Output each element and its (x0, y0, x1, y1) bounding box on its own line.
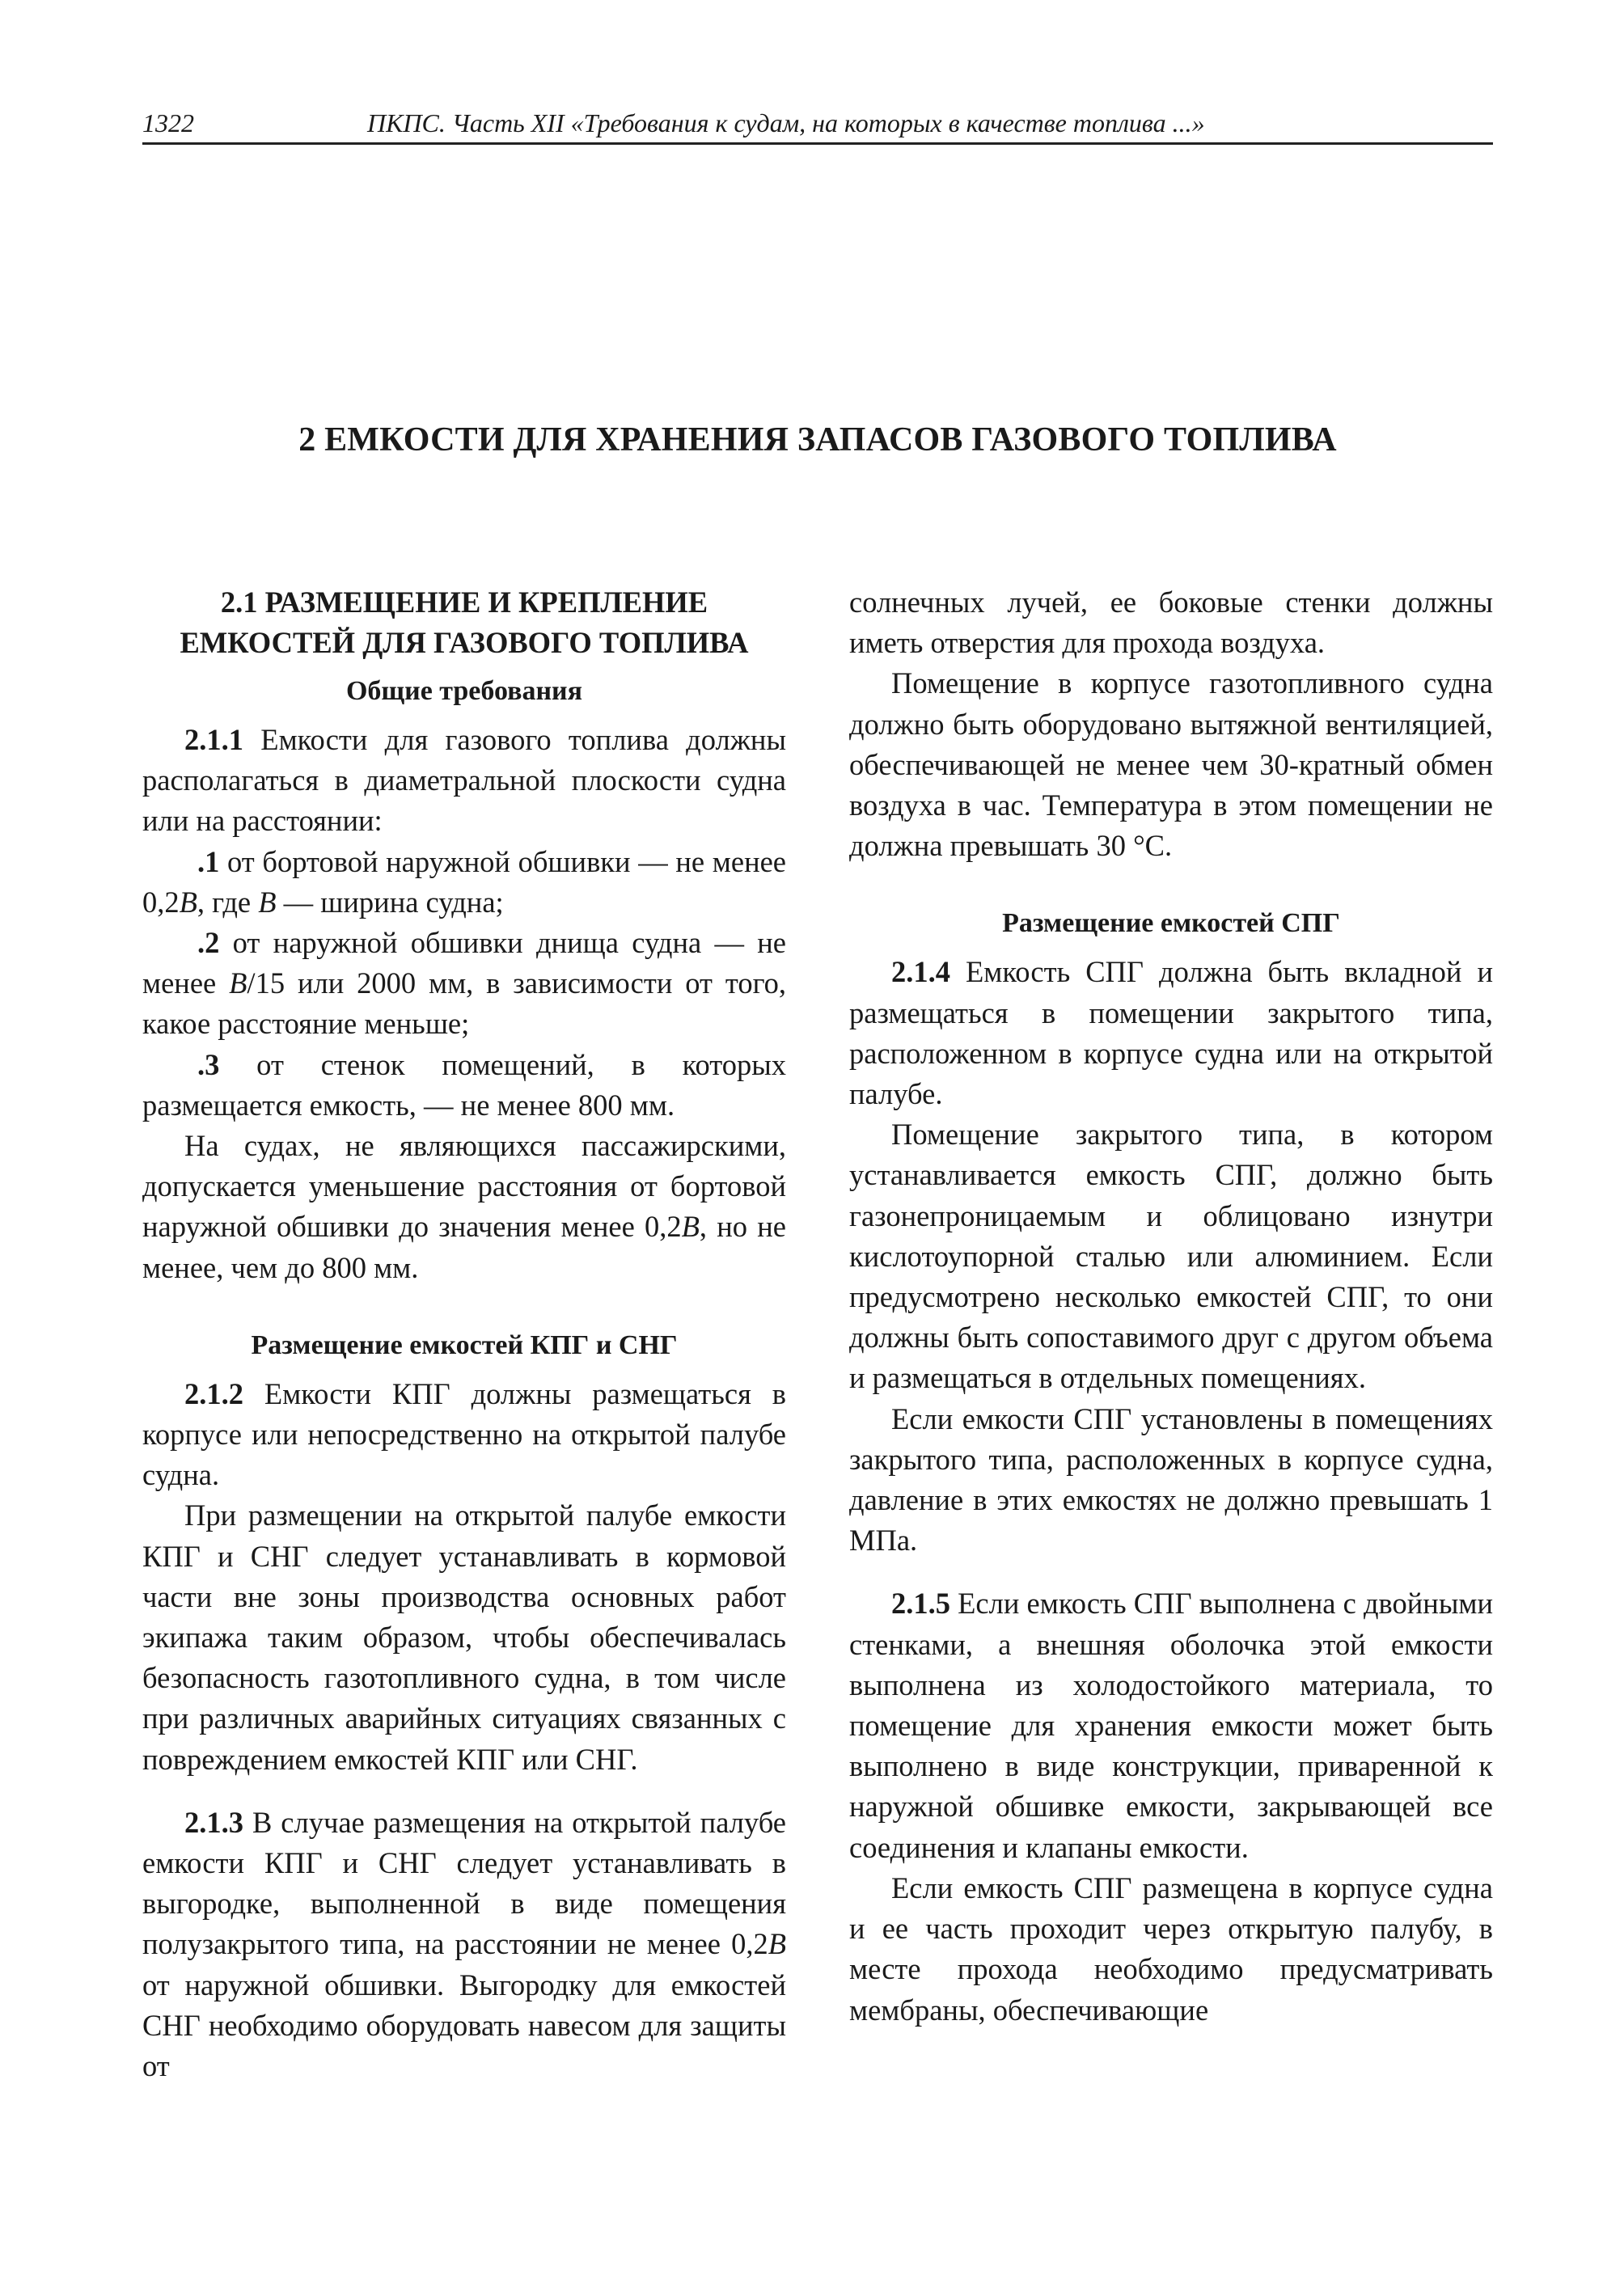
page-number: 1322 (142, 108, 194, 137)
lng-heading: Размещение емкостей СПГ (1002, 908, 1340, 939)
section-title-line2: ЕМКОСТЕЙ ДЛЯ ГАЗОВОГО ТОПЛИВА (180, 626, 749, 659)
left-column (142, 582, 786, 2086)
paragraph-non-passenger: На судах, не являющихся пассажирскими, допускается уменьшение расстояния от бортовой наружной обшивки до значения менее 0,2B, но не менее, чем до 800 мм. (142, 1129, 786, 1284)
paragraph-number: 2.1.3 (184, 1805, 243, 1839)
paragraph-number: 2.1.2 (184, 1376, 243, 1410)
paragraph-2-1-2-continued: При размещении на открытой палубе емкости КПГ и СНГ следует устанавливать в кормовой части вне зоны производства основных работ экипажа таким образом, чтобы обеспечивалась безопасность газотопливного судна, в том числе при различных аварийных ситуациях связанных с повреждением емкостей КПГ или СНГ. (142, 1498, 786, 1776)
running-title: ПКПС. Часть XII «Требования к судам, на которых в качестве топлива ...» (367, 108, 1205, 137)
paragraph-2-1-5-b: Если емкость СПГ размещена в корпусе судна и ее часть проходит через открытую палубу, в месте прохода необходимо предусматривать мембраны, обеспечивающие (849, 1870, 1493, 2027)
right-column (849, 582, 1493, 2031)
paragraph-2-1-1: 2.1.1 Емкости для газового топлива должны располагаться в диаметральной плоскости судна или на расстоянии: (142, 723, 786, 838)
paragraph-number: 2.1.1 (184, 723, 243, 756)
paragraph-2-1-3: 2.1.3 В случае размещения на открытой палубе емкости КПГ и СНГ следует устанавливать в выгородке, выполненной в виде помещения полузакрытого типа, на расстоянии не менее 0,2B от наружной обшивки. Выгородку для емкостей СНГ необходимо оборудовать навесом для защиты от (142, 1805, 786, 2083)
paragraph-2-1-2: 2.1.2 Емкости КПГ должны размещаться в корпусе или непосредственно на открытой палубе судна. (142, 1376, 786, 1492)
chapter-title: 2 ЕМКОСТИ ДЛЯ ХРАНЕНИЯ ЗАПАСОВ ГАЗОВОГО ТОПЛИВА (298, 421, 1337, 459)
paragraph-room-ventilation: Помещение в корпусе газотопливного судна должно быть оборудовано вытяжной вентиляцией, обеспечивающей не менее чем 30-кратный обмен воздуха в час. Температура в этом помещении не должна превышать 30 °С. (849, 666, 1493, 863)
section-title-line1: 2.1 РАЗМЕЩЕНИЕ И КРЕПЛЕНИЕ (220, 585, 708, 619)
paragraph-number: 2.1.5 (891, 1587, 950, 1621)
paragraph-number: 2.1.4 (891, 955, 950, 989)
section-title (142, 582, 786, 663)
general-requirements-heading: Общие требования (345, 676, 583, 706)
cng-lpg-heading: Размещение емкостей КПГ и СНГ (251, 1329, 678, 1360)
paragraph-2-1-5: 2.1.5 Если емкость СПГ выполнена с двойными стенками, а внешняя оболочка этой емкости выполнена из холодостойкого материала, то помещение для хранения емкости может быть выполнено в виде конструкции, приваренной к наружной обшивке емкости, закрывающей все соединения и клапаны емкости. (849, 1587, 1493, 1864)
list-item-2: .2 от наружной обшивки днища судна — не менее B/15 или 2000 мм, в зависимости от того, какое расстояние меньше; (142, 926, 787, 1041)
paragraph-2-1-4-b: Помещение закрытого типа, в котором устанавливается емкость СПГ, должно быть газонепроницаемым и облицовано изнутри кислотоупорной сталью или алюминием. Если предусмотрено несколько емкостей СПГ, то они должны быть сопоставимого друг с другом объема и размещаться в отдельных помещениях. (849, 1118, 1493, 1395)
paragraph-2-1-4-c: Если емкости СПГ установлены в помещениях закрытого типа, расположенных в корпусе судна, давление в этих емкостях не должно превышать 1 МПа. (849, 1401, 1493, 1558)
running-header (142, 107, 1493, 145)
paragraph-2-1-3-end: солнечных лучей, ее боковые стенки должны иметь отверстия для прохода воздуха. (849, 585, 1493, 660)
list-item-1: .1 от бортовой наружной обшивки — не менее 0,2B, где B — ширина судна; (142, 844, 786, 919)
paragraph-2-1-4: 2.1.4 Емкость СПГ должна быть вкладной и размещаться в помещении закрытого типа, расположенном в корпусе судна или на открытой палубе. (849, 955, 1493, 1111)
list-item-3: .3 от стенок помещений, в которых размещается емкость, — не менее 800 мм. (142, 1047, 786, 1122)
